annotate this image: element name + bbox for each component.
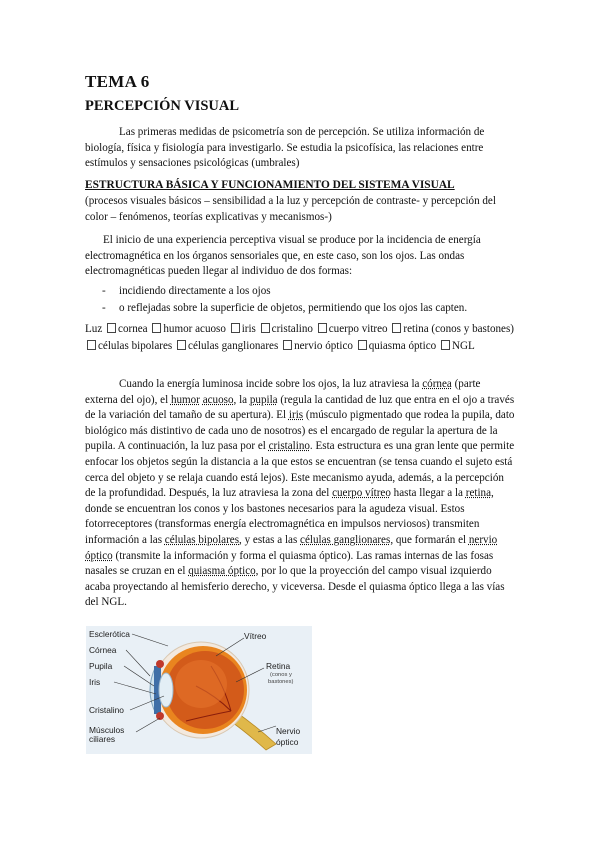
term-cornea: córnea (422, 378, 452, 390)
pathway-step: nervio óptico (294, 339, 353, 352)
body-text: , que formarán el (390, 533, 469, 546)
pathway-step: NGL (451, 339, 475, 352)
arrow-placeholder-icon (318, 323, 327, 333)
arrow-placeholder-icon (358, 340, 367, 350)
pathway-step: cristalino (271, 323, 313, 335)
forms-list (85, 283, 515, 317)
term-iris: iris (288, 409, 304, 422)
term-humor: humor (170, 393, 200, 406)
arrow-placeholder-icon (152, 323, 161, 333)
label-vitreo: Vítreo (244, 631, 267, 641)
visual-pathway (85, 321, 515, 354)
body-text: , donde se encuentran los conos y los bastones necesarios para la agudeza visual. Estos fotorreceptores (transformas energía electromagnética en impulsos nerviosos) transmiten información a las (85, 487, 494, 546)
pathway-step: humor acuoso (163, 323, 226, 335)
term-pupila: pupila (249, 393, 278, 406)
eye-anatomy-figure (86, 626, 312, 754)
label-ciliares: ciliares (89, 734, 116, 744)
body-text: (regula la cantidad de luz que entra en el ojo a través de la variación del tamaño de su apertura). El (85, 393, 515, 422)
arrow-placeholder-icon (392, 323, 401, 333)
list-dash: - (102, 285, 106, 297)
arrow-placeholder-icon (283, 340, 292, 350)
arrow-placeholder-icon (261, 323, 270, 333)
body-text: Cuando la energía luminosa incide sobre los ojos, la luz atraviesa la (119, 378, 423, 390)
pathway-step: células bipolares (98, 339, 173, 352)
list-item (85, 283, 515, 300)
label-musculos: Músculos (89, 725, 125, 735)
chapter-number: TEMA 6 (85, 72, 150, 91)
label-cristalino: Cristalino (89, 705, 124, 715)
arrow-placeholder-icon (441, 340, 450, 350)
pathway-step: iris (241, 323, 256, 335)
term-retina: retina (465, 487, 492, 500)
arrow-placeholder-icon (107, 323, 116, 333)
pathway-step: Luz (85, 323, 103, 335)
label-esclerotica: Esclerótica (89, 629, 130, 639)
term-nervio-optico: nervio óptico (85, 533, 498, 562)
arrow-placeholder-icon (231, 323, 240, 333)
pathway-step: quiasma óptico (368, 339, 437, 352)
label-nervio: Nervio (276, 726, 301, 736)
term-cuerpo-vitreo: cuerpo vítreo (332, 487, 391, 500)
pathway-step: cuerpo vitreo (328, 323, 388, 335)
arrow-placeholder-icon (177, 340, 186, 350)
label-conos: (conos y (270, 672, 292, 678)
label-bastones: bastones) (268, 679, 294, 685)
explanation-paragraph (85, 377, 515, 611)
body-text: hasta llegar a la (390, 487, 466, 500)
term-acuoso: acuoso (202, 393, 234, 406)
pathway-step: células ganglionares (188, 339, 279, 352)
body-text: (parte externa del ojo), el (85, 378, 481, 406)
body-text: . Esta estructura es una gran lente que permite enfocar los objetos según la distancia a la que estos se encuentran (se tensa cuando el sujeto está cerca del objeto y se relaja cuando está lejos). Este mecanismo ayuda, además, a la percepción de la profundidad. Después, la luz atraviesa la zona del (85, 440, 515, 500)
body-text: (transmite la información y forma el quiasma óptico). Las ramas internas de las fosas nasales se cruzan en el (85, 549, 494, 578)
label-retina: Retina (266, 661, 291, 671)
label-iris: Iris (89, 677, 101, 687)
paragraph-inicio: El inicio de una experiencia perceptiva visual se produce por la incidencia de energía electromagnética en los órganos sensoriales que, en este caso, son los ojos. Las ondas electromagnéticas pueden llegar al individuo de dos formas: (85, 234, 481, 277)
list-item (85, 300, 515, 317)
term-quiasma-optico: quiasma óptico (188, 565, 256, 578)
body-text: , la (233, 393, 250, 406)
chapter-title: PERCEPCIÓN VISUAL (85, 98, 240, 114)
term-celulas-bipolares: células bipolares (164, 533, 240, 546)
section-heading: ESTRUCTURA BÁSICA Y FUNCIONAMIENTO DEL SISTEMA VISUAL (85, 179, 455, 191)
arrow-placeholder-icon (87, 340, 96, 350)
term-celulas-ganglionares: células ganglionares (300, 533, 391, 546)
list-item-text: o reflejadas sobre la superficie de objetos, permitiendo que los ojos las capten. (119, 302, 468, 314)
label-cornea: Córnea (89, 645, 117, 655)
section-subtitle: (procesos visuales básicos – sensibilidad a la luz y percepción de contraste- y percepción del color – fenómenos, teorías explicativas y mecanismos-) (85, 195, 496, 223)
body-text: (músculo pigmentado que rodea la pupila, dato biológico más distintivo de cada uno de nosotros) es el encargado de regular la apertura de la pupila. A continuación, la luz pasa por el (85, 409, 515, 453)
pathway-step: cornea (118, 323, 148, 335)
label-pupila: Pupila (89, 661, 113, 671)
list-dash: - (102, 302, 106, 314)
term-cristalino: cristalino (268, 440, 310, 453)
body-text: , y estas a las (239, 533, 301, 546)
label-optico: óptico (276, 737, 299, 747)
body-text: , por lo que la proyección del campo visual izquierdo acaba proyectando al hemisferio derecho, y viceversa. Desde el quiasma óptico llega a las vías del NGL. (85, 565, 505, 609)
list-item-text: incidiendo directamente a los ojos (119, 285, 271, 297)
intro-paragraph: Las primeras medidas de psicometría son de percepción. Se utiliza información de biología, física y fisiología para investigarlo. Se estudia la psicofísica, las relaciones entre estímulos y sensaciones psicológicas (umbrales) (85, 126, 485, 169)
pathway-step: retina (conos y bastones) (403, 323, 514, 335)
